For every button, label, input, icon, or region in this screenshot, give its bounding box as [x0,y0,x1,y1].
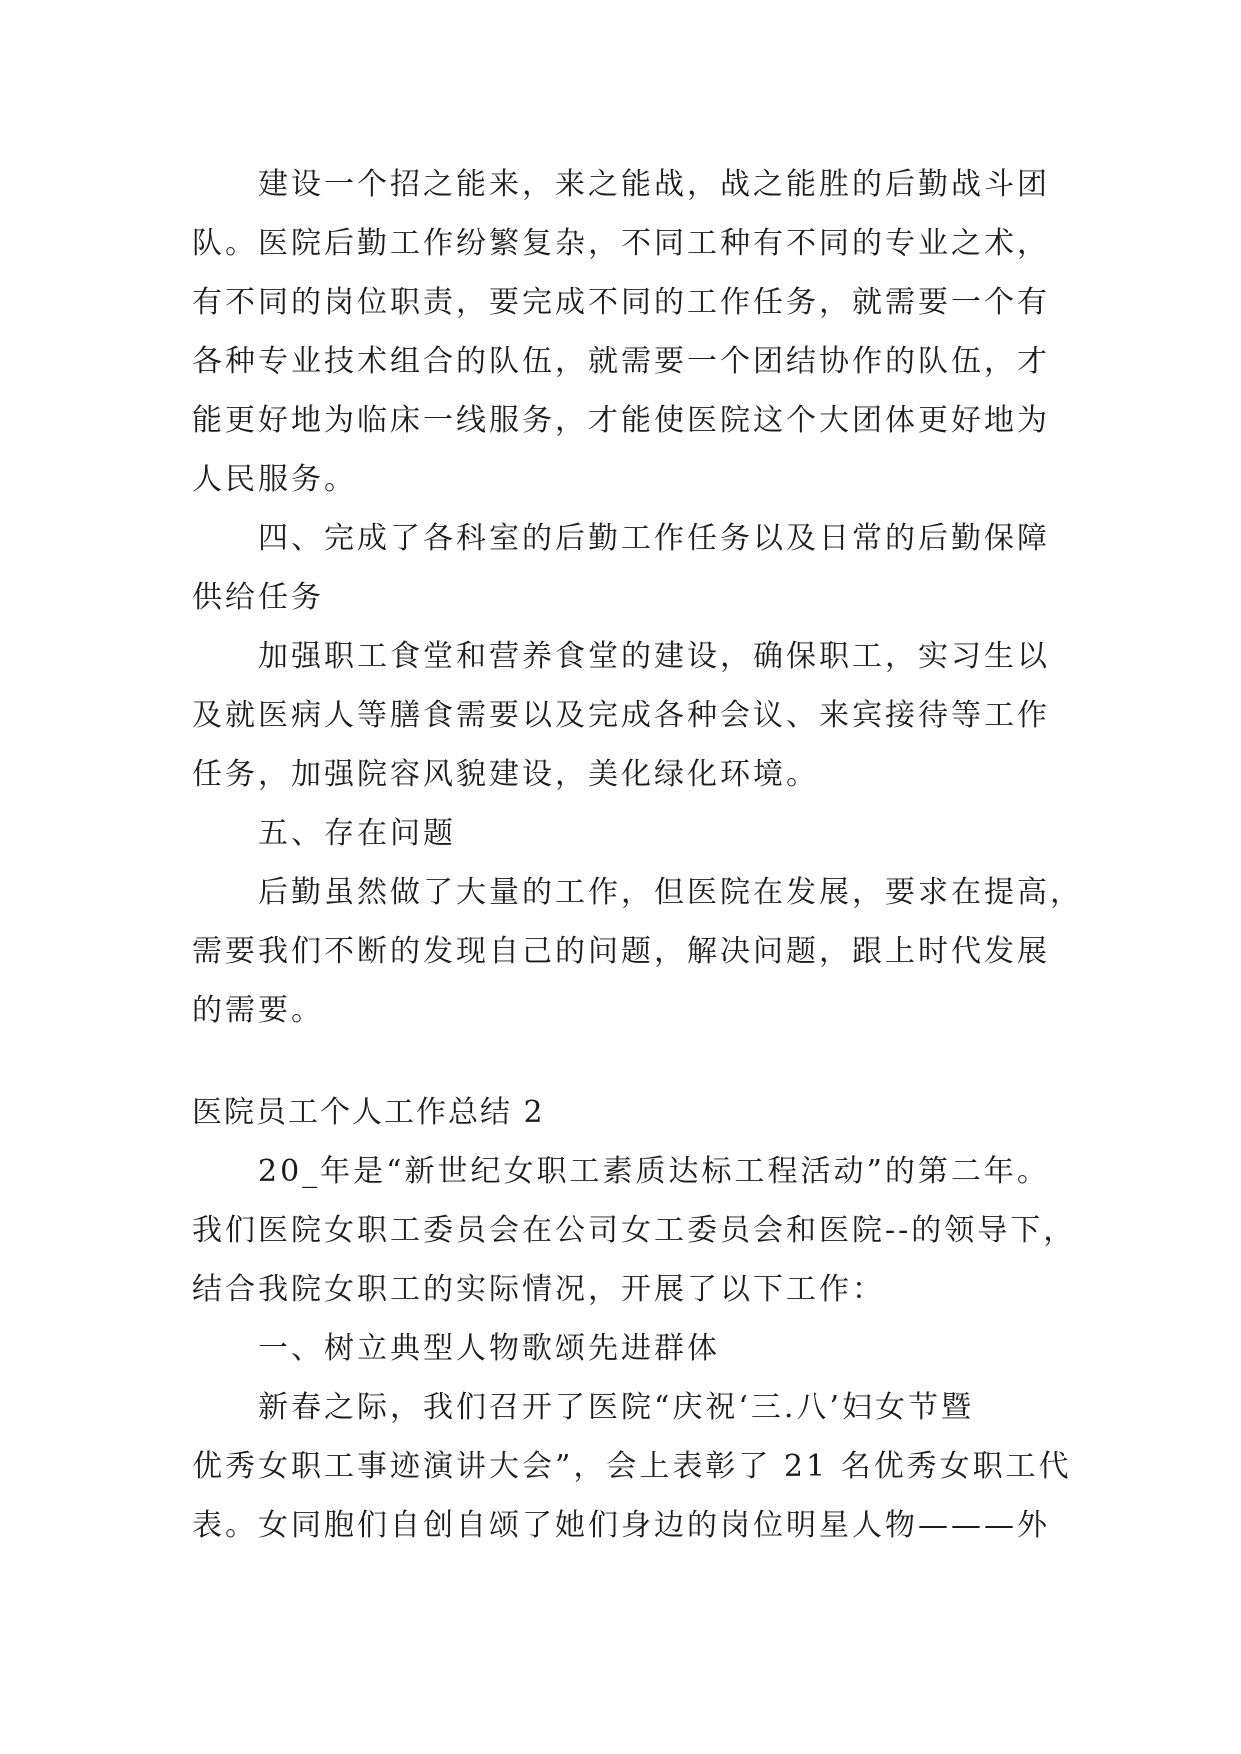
paragraph-line: 能更好地为临床一线服务，才能使医院这个大团体更好地为 [192,403,1050,438]
section-heading-line: 五、存在问题 [192,816,456,851]
paragraph-line: 我们医院女职工委员会在公司女工委员会和医院--的领导下， [192,1213,1077,1248]
paragraph-line: 需要我们不断的发现自己的问题，解决问题，跟上时代发展 [192,934,1050,969]
document-title: 医院员工个人工作总结 2 [192,1095,545,1130]
paragraph-line: 人民服务。 [192,462,357,497]
paragraph-line: 各种专业技术组合的队伍，就需要一个团结协作的队伍，才 [192,344,1050,379]
paragraph-line: 队。医院后勤工作纷繁复杂，不同工种有不同的专业之术， [192,226,1050,261]
paragraph-line: 新春之际，我们召开了医院“庆祝‘三.八’妇女节暨 [192,1390,974,1425]
section-heading-line: 四、完成了各科室的后勤工作任务以及日常的后勤保障 [192,521,1050,556]
paragraph-line: 建设一个招之能来，来之能战，战之能胜的后勤战斗团 [192,167,1050,202]
paragraph-line: 任务，加强院容风貌建设，美化绿化环境。 [192,757,819,792]
paragraph-line: 的需要。 [192,993,324,1028]
paragraph-line: 结合我院女职工的实际情况，开展了以下工作： [192,1272,885,1307]
paragraph-line: 后勤虽然做了大量的工作，但医院在发展，要求在提高， [192,875,1083,910]
paragraph-line: 表。女同胞们自创自颂了她们身边的岗位明星人物———外 [192,1508,1050,1543]
paragraph-line: 加强职工食堂和营养食堂的建设，确保职工，实习生以 [192,639,1050,674]
paragraph-line: 20_年是“新世纪女职工素质达标工程活动”的第二年。 [192,1154,1050,1189]
paragraph-line: 有不同的岗位职责，要完成不同的工作任务，就需要一个有 [192,285,1050,320]
section-heading-line: 供给任务 [192,580,324,615]
paragraph-line: 优秀女职工事迹演讲大会”，会上表彰了 21 名优秀女职工代 [192,1449,1072,1484]
paragraph-line: 及就医病人等膳食需要以及完成各种会议、来宾接待等工作 [192,698,1050,733]
section-heading-line: 一、树立典型人物歌颂先进群体 [192,1331,720,1366]
